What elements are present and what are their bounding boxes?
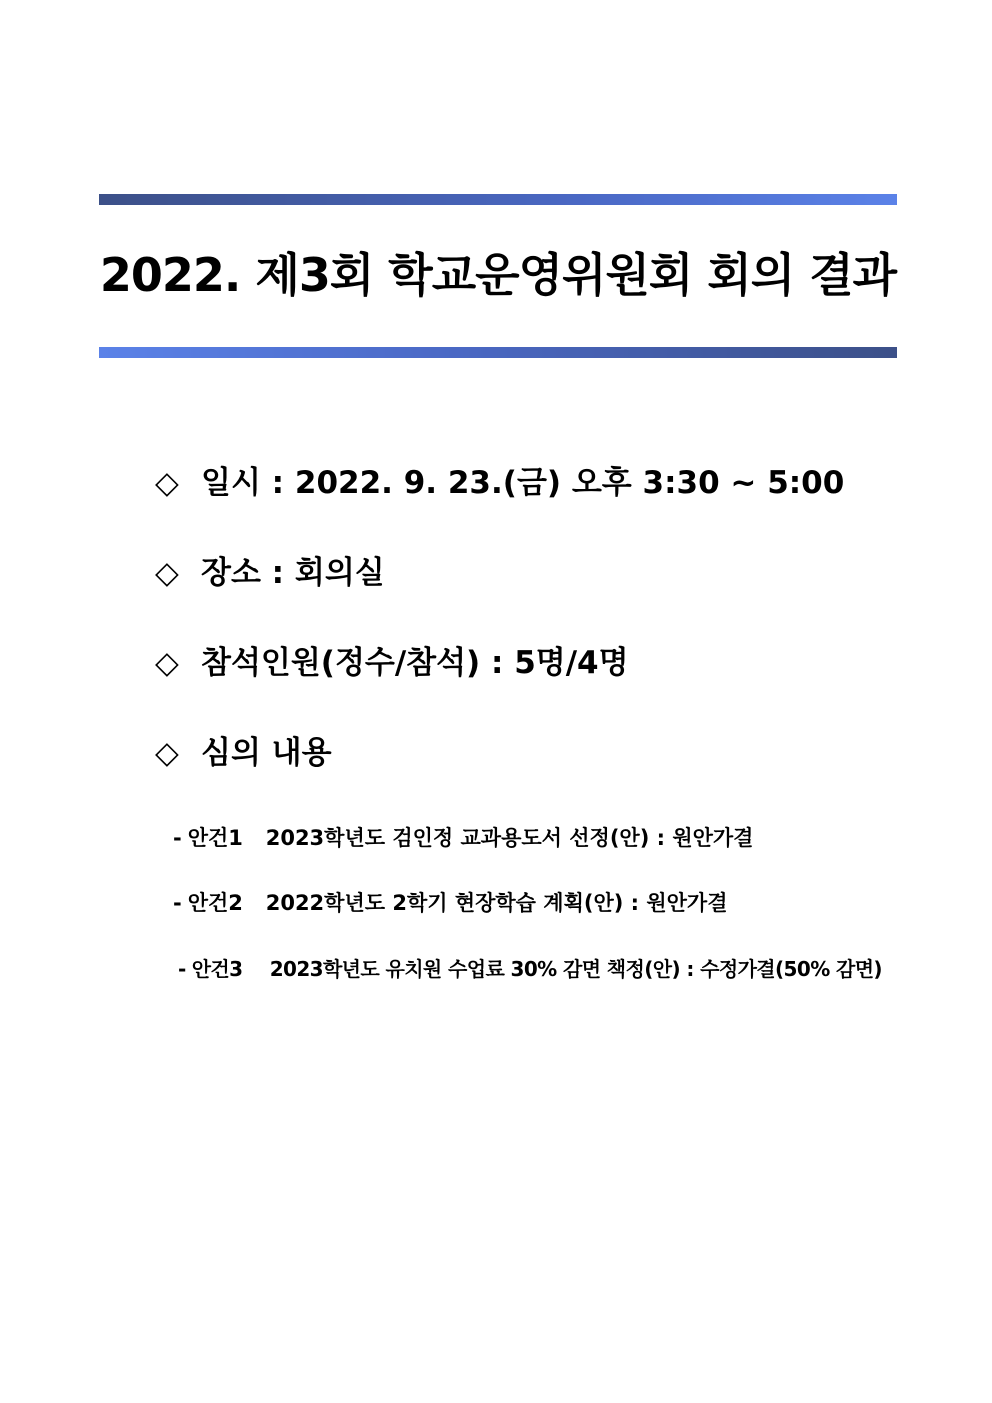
agenda-item-2 [173, 888, 728, 918]
agenda-item-1 [173, 823, 753, 853]
meeting-date-label: 일시 : 2022. 9. 23.(금) 오후 3:30 ~ 5:00 [201, 465, 845, 501]
meeting-place-item [155, 553, 385, 593]
top-divider-bar [99, 194, 897, 205]
meeting-place-label: 장소 : 회의실 [201, 555, 385, 591]
diamond-bullet-icon: ◇ [155, 555, 179, 591]
agenda-text: 2022학년도 2학기 현장학습 계획(안) : 원안가결 [265, 891, 728, 915]
agenda-text: 2023학년도 유치원 수업료 30% 감면 책정(안) : 수정가결(50% 감면) [269, 957, 882, 981]
meeting-date-item [155, 463, 844, 503]
document-title: 2022. 제3회 학교운영위원회 회의 결과 [99, 248, 897, 302]
attendance-label: 참석인원(정수/참석) : 5명/4명 [201, 645, 629, 681]
attendance-item [155, 643, 629, 683]
agenda-number: 안건1 [187, 826, 243, 850]
agenda-dash: - [173, 826, 182, 850]
agenda-item-3 [178, 954, 882, 984]
agenda-text: 2023학년도 검인정 교과용도서 선정(안) : 원안가결 [265, 826, 754, 850]
agenda-number: 안건2 [187, 891, 243, 915]
deliberation-label: 심의 내용 [201, 735, 332, 771]
agenda-dash: - [178, 957, 186, 981]
agenda-number: 안건3 [191, 957, 243, 981]
diamond-bullet-icon: ◇ [155, 645, 179, 681]
bottom-divider-bar [99, 347, 897, 358]
deliberation-item [155, 733, 332, 773]
diamond-bullet-icon: ◇ [155, 735, 179, 771]
agenda-dash: - [173, 891, 182, 915]
diamond-bullet-icon: ◇ [155, 465, 179, 501]
